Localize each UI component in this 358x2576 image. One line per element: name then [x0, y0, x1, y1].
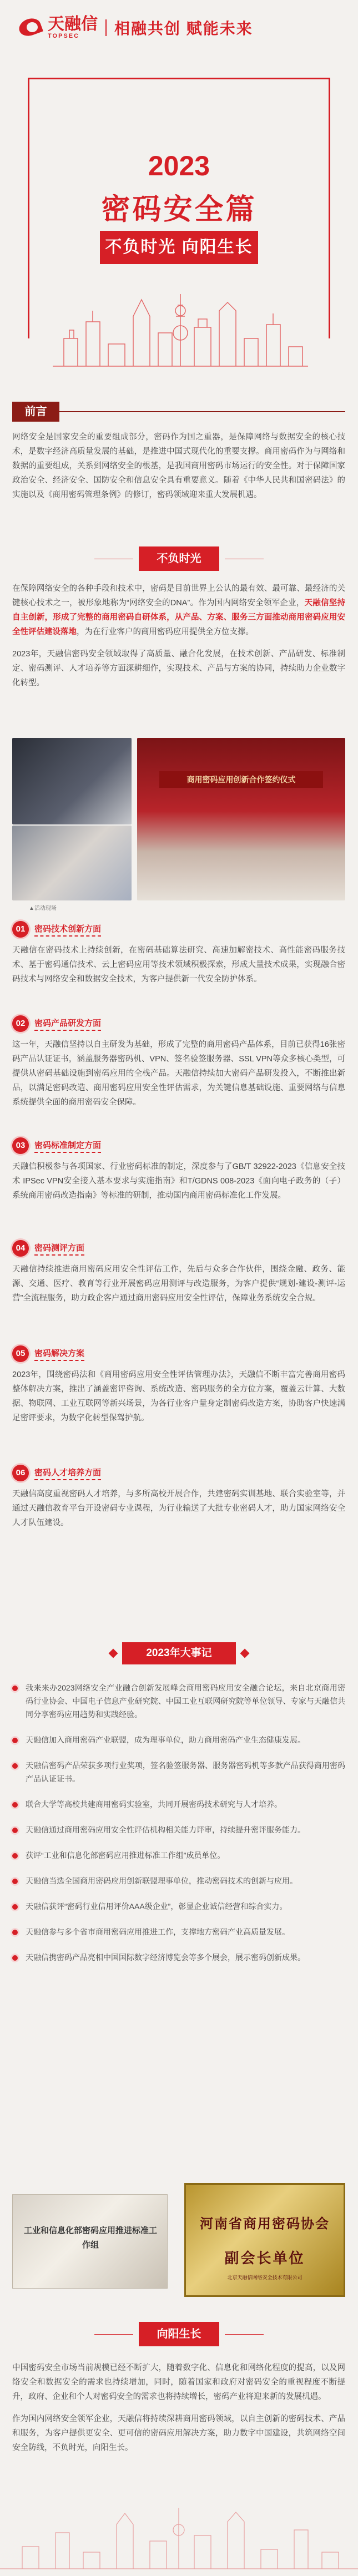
bullet-icon: [12, 1955, 18, 1961]
item-06-title: 密码人才培养方面: [34, 1466, 101, 1480]
event-item: [12, 1733, 345, 1747]
item-01-number: 01: [12, 921, 29, 938]
item-02-text: 这一年，天融信坚持以自主研发为基础，形成了完整的商用密码产品体系，目前已获得16张密码产品认证证书，涵盖服务器密码机、VPN、签名验签服务器、SSL VPN等众多核心类型，可提供从密码基础设施到密码应用的全栈产品。天融信持续加大密码产品研发投入，不断推出新品，以满足密码改造、商用密码应用安全性评估需求，为关键信息基础设施、重要网络与信息系统提供全面的商用密码安全保障。: [12, 1040, 345, 1107]
section1-p1-highlight: 天融信坚持自主创新，形成了完整的商用密码自研体系，从产品、方案、服务三方面推动商用密码应用安全性评估建设落地: [12, 599, 345, 636]
bullet-icon: [12, 1879, 18, 1884]
bullet-icon: [12, 1686, 18, 1691]
item-06-number: 06: [12, 1465, 29, 1481]
event-item: [12, 1823, 345, 1836]
preface-tag: 前言: [12, 402, 59, 422]
item-06-text: 天融信高度重视密码人才培养，与多所高校开展合作，共建密码实训基地、联合实验室等，并通过天融信教育平台开设密码专业课程，为行业输送了大批专业密码人才，助力国家网络安全人才队伍建设。: [12, 1490, 345, 1527]
section1-p1-before: 在保障网络安全的各种手段和技术中，密码是目前世界上公认的最有效、最可靠、最经济的关键核心技术之一，被形象地称为“网络安全的DNA”。作为国内网络安全领军企业，: [12, 584, 345, 608]
item-02-body: [12, 1038, 345, 1110]
footer-skyline-illustration: [0, 2480, 358, 2576]
item-04-heading: [12, 1240, 84, 1257]
item-06-heading: [12, 1465, 101, 1481]
brand-divider: [105, 19, 107, 36]
section3: [12, 2361, 345, 2463]
hero-title: 密码安全篇: [101, 194, 257, 226]
item-06-body: [12, 1487, 345, 1530]
item-04-body: [12, 1262, 345, 1305]
award-plaque-standard-group: [12, 2194, 168, 2289]
section1: [12, 581, 345, 690]
item-03-body: [12, 1160, 345, 1203]
item-05-text: 2023年，围绕密码法和《商用密码应用安全性评估管理办法》，天融信不断丰富完善商用密码整体解决方案，推出了涵盖密评咨询、系统改造、密码服务的全方位方案，覆盖云计算、大数据、物联网、工业互联网等新兴场景，为各行业客户量身定制密码改造方案，协助客户快速满足密评要求，为数字化转型保驾护航。: [12, 1370, 345, 1423]
section1-tag: 不负时光: [139, 546, 219, 571]
diamond-left-icon: [109, 1649, 118, 1658]
brand-name-cn: 天融信: [48, 15, 98, 33]
awards-row: [12, 2183, 345, 2297]
award-plaque-2-title: 副会长单位: [224, 2250, 305, 2266]
event-text: 天融信通过商用密码应用安全性评估机构相关能力评审，持续提升密评服务能力。: [26, 1825, 305, 1834]
item-01-text: 天融信在密码技术上持续创新，在密码基础算法研究、高速加解密技术、高性能密码服务技术、基于密码通信技术、云上密码应用等技术领域积极探索，形成大量技术成果，实现融合密码技术与网络安全和数据安全技术，为客户提供新一代安全防护体系。: [12, 946, 345, 984]
bullet-icon: [12, 1802, 18, 1808]
event-text: 天融信参与多个省市商用密码应用推进工作，支撑地方密码产业高质量发展。: [26, 1927, 290, 1936]
bullet-icon: [12, 1930, 18, 1935]
event-item: [12, 1798, 345, 1811]
item-01-body: [12, 943, 345, 986]
item-04-number: 04: [12, 1240, 29, 1257]
section1-p1-after: ，为在行业客户的商用密码应用提供全方位支撑。: [77, 627, 254, 636]
item-01-title: 密码技术创新方面: [34, 923, 101, 937]
award-plaque-vice-president: [184, 2183, 345, 2297]
event-text: 我来来办2023网络安全产业融合创新发展峰会商用密码应用安全融合论坛，来自北京商用密码行业协会、中国电子信息产业研究院、中国工业互联网研究院等单位领导、专家与天融信共同分享密码应用趋势和实践经验。: [26, 1683, 345, 1719]
event-text: 天融信加入商用密码产业联盟，成为理事单位，助力商用密码产业生态健康发展。: [26, 1735, 305, 1744]
photo-caption: ▲活动现场: [29, 905, 57, 912]
section1-paragraph-2: 2023年，天融信密码安全领域取得了高质量、融合化发展，在技术创新、产品研发、标准制定、密码测评、人才培养等方面深耕细作，实现技术、产品与方案的协同，持续助力企业数字化转型。: [12, 650, 345, 687]
preface-divider: [59, 411, 345, 412]
event-text: 天融信获评“密码行业信用评价AAA级企业”，彰显企业诚信经营和综合实力。: [26, 1902, 288, 1911]
event-photo-2: [12, 826, 132, 900]
brand-slogan: 相融共创 赋能未来: [114, 20, 253, 37]
ceremony-banner: 商用密码应用创新合作签约仪式: [159, 771, 323, 788]
section3-tag: 向阳生长: [139, 2322, 219, 2346]
event-text: 天融信携密码产品亮相中国国际数字经济博览会等多个展会，展示密码创新成果。: [26, 1953, 305, 1962]
item-03-heading: [12, 1137, 101, 1154]
award-plaque-2-org: 河南省商用密码协会: [200, 2216, 330, 2231]
item-03-text: 天融信积极参与各项国家、行业密码标准的制定，深度参与了GB/T 32922-2023《信息安全技术 IPSec VPN安全接入基本要求与实施指南》和T/GDNS 008-2023《面向电子政务的（子）系统商用密码改造指南》等标准的研制，推动国内商用密码标准化工作发展。: [12, 1162, 345, 1200]
section3-paragraph-2: 作为国内网络安全领军企业，天融信将持续深耕商用密码领域，以自主创新的密码技术、产品和服务，为客户提供更安全、更可信的密码应用解决方案，助力数字中国建设，共筑网络空间安全防线，不负时光，向阳生长。: [12, 2415, 345, 2452]
signing-ceremony-photo: [137, 738, 345, 900]
topsec-logo-icon: [19, 16, 43, 40]
item-01-heading: [12, 921, 101, 938]
award-plaque-1-text: 工业和信息化部密码应用推进标准工作组: [23, 2226, 157, 2250]
event-item: [12, 1951, 345, 1964]
bullet-icon: [12, 1828, 18, 1833]
events-tag-label: 2023年大事记: [146, 1647, 212, 1659]
item-03-title: 密码标准制定方面: [34, 1139, 101, 1153]
event-item: [12, 1900, 345, 1913]
hero-ribbon: 不负时光 向阳生长: [100, 231, 258, 264]
item-05-title: 密码解决方案: [34, 1347, 84, 1361]
item-05-body: [12, 1368, 345, 1425]
photo-collage: [12, 738, 345, 911]
event-item: [12, 1925, 345, 1939]
item-04-text: 天融信持续推进商用密码应用安全性评估工作，先后与众多合作伙伴，围绕金融、政务、能源、交通、医疗、教育等行业开展密码应用测评与改造服务，为客户提供“规划-建设-测评-运营”全流程服务，助力政企客户通过商用密码应用安全性评估，保障业务系统安全合规。: [12, 1265, 345, 1303]
bullet-icon: [12, 1853, 18, 1859]
item-05-number: 05: [12, 1345, 29, 1362]
section1-paragraph-1: [12, 581, 345, 639]
preface-section: [12, 430, 345, 502]
event-text: 联合大学等高校共建商用密码实验室，共同开展密码技术研究与人才培养。: [26, 1800, 282, 1809]
item-05-heading: [12, 1345, 84, 1362]
bullet-icon: [12, 1904, 18, 1910]
skyline-illustration: [53, 277, 308, 372]
section3-paragraph-1: 中国密码安全市场当前规模已经不断扩大，随着数字化、信息化和网络化程度的提高，以及网络安全和数据安全的需求也持续增加，同时，随着国家和政府对密码安全的重视程度不断提升，政府、企业和个人对密码安全的需求也将持续增长，密码产业将迎来新的发展机遇。: [12, 2364, 345, 2401]
award-plaque-2-company: 北京天融信网络安全技术有限公司: [227, 2275, 302, 2280]
event-item: [12, 1759, 345, 1785]
bullet-icon: [12, 1738, 18, 1743]
event-text: 天融信密码产品荣获多项行业奖项，签名验签服务器、服务器密码机等多款产品获得商用密码产品认证证书。: [26, 1761, 345, 1783]
item-02-title: 密码产品研发方面: [34, 1017, 101, 1031]
item-04-title: 密码测评方面: [34, 1242, 84, 1256]
event-text: 获评“工业和信息化部密码应用推进标准工作组”成员单位。: [26, 1851, 225, 1860]
hero-year: 2023: [148, 150, 210, 181]
item-03-number: 03: [12, 1137, 29, 1154]
hero: [0, 55, 358, 366]
event-photo-1: [12, 738, 132, 824]
bullet-icon: [12, 1763, 18, 1769]
event-item: [12, 1874, 345, 1887]
preface-text: 网络安全是国家安全的重要组成部分，密码作为国之重器，是保障网络与数据安全的核心技术，是数字经济高质量发展的基础，是推进中国式现代化的重要支撑。商用密码作为与网络和数据的重要组成，关系到网络安全的根基，是我国商用密码市场运行的安全性。对于保障国家政治安全、经济安全、国防安全和信息安全具有重要意义。随着《中华人民共和国密码法》的实施以及《商用密码管理条例》的修订，密码领域迎来重大发展机遇。: [12, 433, 345, 499]
events-tag: [122, 1642, 236, 1664]
event-item: [12, 1849, 345, 1862]
brand-header: [0, 0, 358, 55]
event-text: 天融信当选全国商用密码应用创新联盟理事单位，推动密码技术的创新与应用。: [26, 1876, 298, 1885]
event-item: [12, 1681, 345, 1721]
diamond-right-icon: [240, 1649, 250, 1658]
events-list: [12, 1681, 345, 1976]
item-02-heading: [12, 1015, 101, 1032]
brand-logo: [19, 16, 98, 40]
brand-name-en: TOPSEC: [48, 33, 80, 39]
item-02-number: 02: [12, 1015, 29, 1032]
